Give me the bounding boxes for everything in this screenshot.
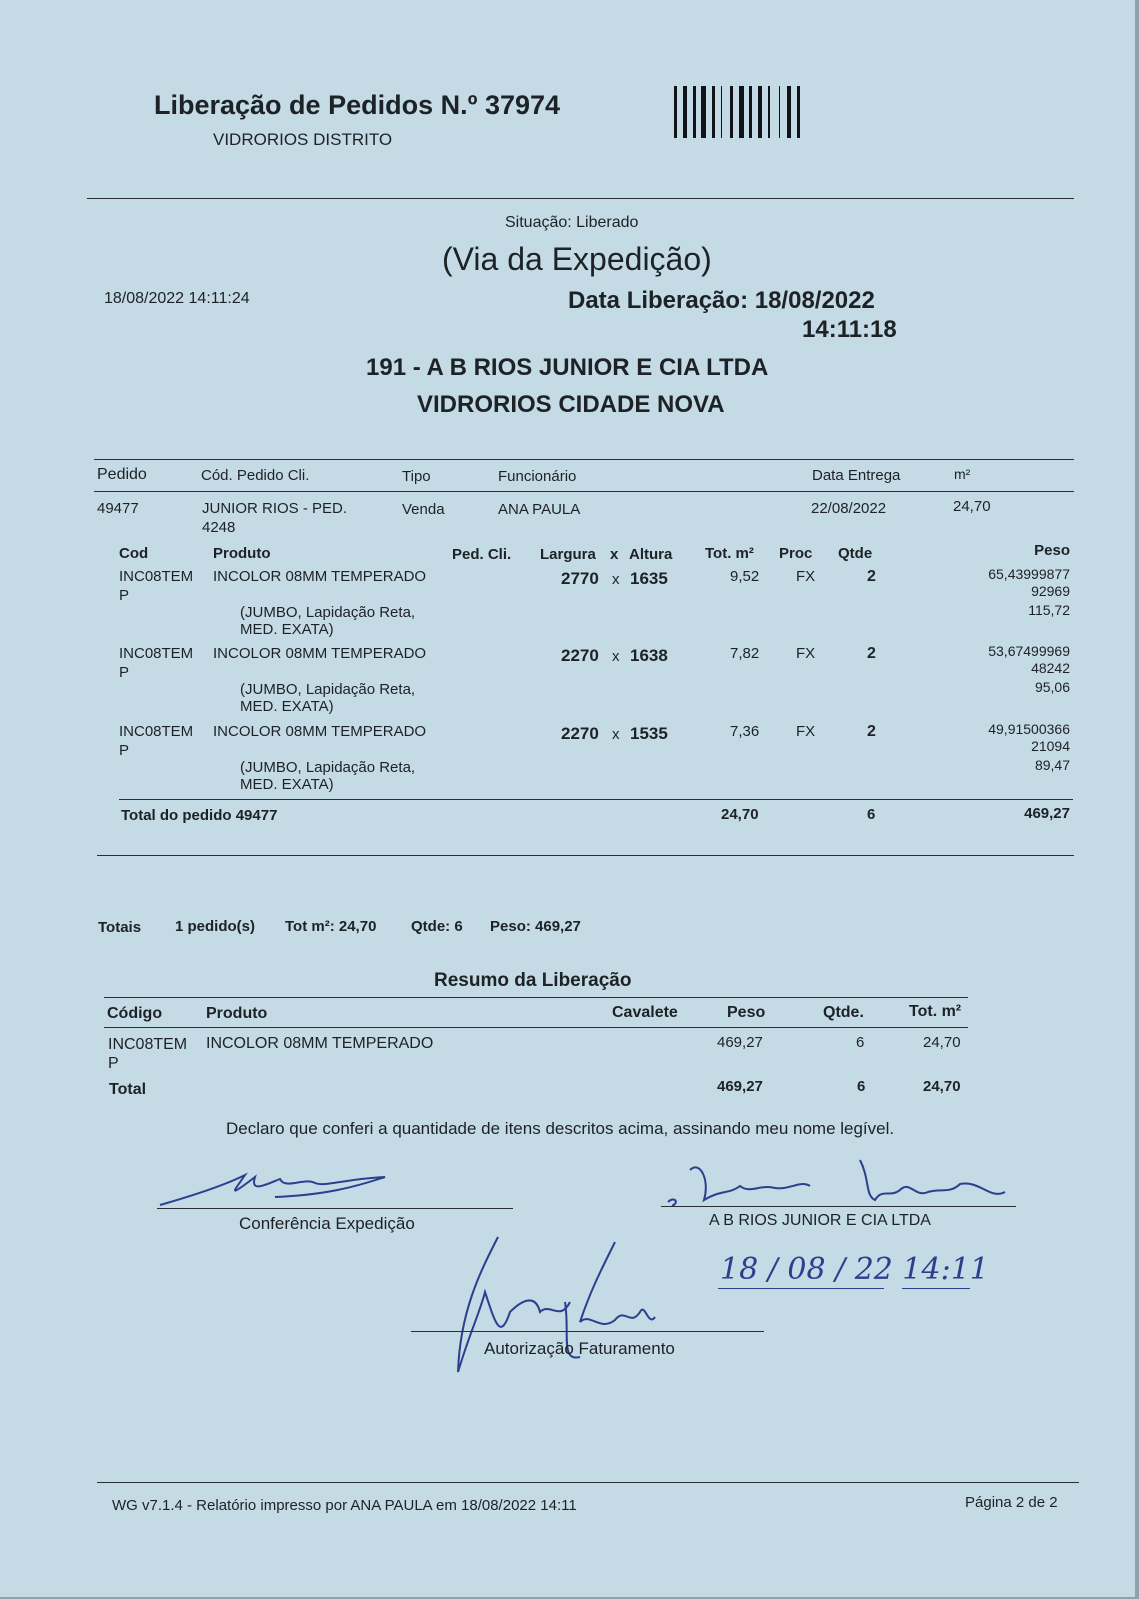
- item-altura: 1638: [630, 646, 668, 665]
- signature-autorizacao-icon: [440, 1232, 680, 1382]
- footer-line: [97, 1482, 1079, 1483]
- order-data-entrega: 22/08/2022: [811, 500, 887, 517]
- summary-total-qtde: 6: [857, 1078, 866, 1095]
- item-largura: 2770: [561, 569, 599, 588]
- company-name: VIDRORIOS DISTRITO: [213, 130, 393, 149]
- item-proc: FX: [796, 645, 816, 662]
- item-peso-1: 49,91500366: [988, 721, 1070, 737]
- order-funcionario: ANA PAULA: [498, 501, 581, 518]
- item-desc-1: (JUMBO, Lapidação Reta,: [240, 759, 416, 776]
- header-ped-cli: Ped. Cli.: [452, 546, 512, 563]
- item-tot-m2: 9,52: [730, 568, 760, 585]
- item-largura: 2270: [561, 646, 599, 665]
- header-x: x: [610, 546, 619, 563]
- autorizacao-label: Autorização Faturamento: [484, 1339, 675, 1358]
- item-qtde: 2: [867, 645, 876, 662]
- item-cod-1: INC08TEM: [119, 723, 194, 740]
- order-pedido: 49477: [97, 500, 139, 517]
- totals-peso: Peso: 469,27: [490, 918, 581, 935]
- header-produto: Produto: [213, 545, 271, 562]
- document-title: Liberação de Pedidos N.º 37974: [154, 90, 561, 120]
- items-end-line: [97, 855, 1074, 856]
- header-pedido: Pedido: [97, 466, 147, 483]
- summary-codigo-2: P: [108, 1055, 119, 1072]
- item-desc-1: (JUMBO, Lapidação Reta,: [240, 604, 416, 621]
- totals-m2: Tot m²: 24,70: [285, 918, 377, 935]
- summary-title: Resumo da Liberação: [434, 970, 632, 991]
- item-peso-1: 65,43999877: [988, 566, 1070, 582]
- header-m2: m²: [954, 466, 971, 482]
- item-proc: FX: [796, 723, 816, 740]
- cliente-handwritten-date: 18 / 08 / 22 14:11: [720, 1252, 989, 1287]
- header-funcionario: Funcionário: [498, 468, 577, 485]
- summary-header-produto: Produto: [206, 1005, 268, 1022]
- totals-pedidos: 1 pedido(s): [175, 918, 256, 935]
- item-tot-m2: 7,36: [730, 723, 760, 740]
- total-pedido-m2: 24,70: [721, 806, 759, 823]
- header-tot-m2: Tot. m²: [705, 545, 754, 562]
- item-tot-m2: 7,82: [730, 645, 760, 662]
- header-data-entrega: Data Entrega: [812, 467, 901, 484]
- header-cod-cli: Cód. Pedido Cli.: [201, 467, 310, 484]
- summary-total-peso: 469,27: [717, 1078, 763, 1095]
- header-divider: [87, 198, 1074, 199]
- items-total-line: [119, 799, 1073, 800]
- total-pedido-label: Total do pedido 49477: [121, 807, 278, 824]
- item-x: x: [612, 648, 620, 665]
- cliente-line: [661, 1206, 1016, 1207]
- release-time: 14:11:18: [802, 316, 897, 343]
- item-desc-2: MED. EXATA): [240, 698, 334, 715]
- header-largura: Largura: [540, 546, 596, 563]
- summary-header-line: [104, 1027, 968, 1028]
- table-top-line: [94, 459, 1074, 460]
- order-m2: 24,70: [953, 498, 991, 515]
- item-desc-2: MED. EXATA): [240, 621, 334, 638]
- header-qtde: Qtde: [838, 545, 873, 562]
- item-peso-3: 95,06: [1034, 679, 1070, 695]
- header-altura: Altura: [629, 546, 673, 563]
- barcode-icon: [672, 86, 848, 140]
- total-pedido-qtde: 6: [867, 806, 876, 823]
- item-cod-2: P: [119, 587, 130, 604]
- item-peso-1: 53,67499969: [988, 643, 1070, 659]
- total-pedido-peso: 469,27: [1024, 805, 1070, 822]
- item-peso-2: 48242: [1031, 660, 1070, 676]
- footer-left: WG v7.1.4 - Relatório impresso por ANA PAULA em 18/08/2022 14:11: [112, 1497, 577, 1514]
- item-peso-2: 21094: [1031, 738, 1070, 754]
- item-desc-2: MED. EXATA): [240, 776, 334, 793]
- item-desc-1: (JUMBO, Lapidação Reta,: [240, 681, 416, 698]
- summary-total-tot-m2: 24,70: [923, 1078, 961, 1095]
- item-peso-3: 89,47: [1034, 757, 1070, 773]
- item-qtde: 2: [867, 723, 876, 740]
- conferencia-label: Conferência Expedição: [239, 1214, 415, 1233]
- cliente-label: A B RIOS JUNIOR E CIA LTDA: [709, 1212, 931, 1229]
- via-label: (Via da Expedição): [442, 241, 712, 277]
- item-qtde: 2: [867, 568, 876, 585]
- header-proc: Proc: [779, 545, 813, 562]
- item-x: x: [612, 726, 620, 743]
- item-cod-1: INC08TEM: [119, 645, 194, 662]
- item-altura: 1635: [630, 569, 668, 588]
- order-cod-cli-1: JUNIOR RIOS - PED.: [202, 500, 348, 517]
- totals-qtde: Qtde: 6: [411, 918, 463, 935]
- item-produto: INCOLOR 08MM TEMPERADO: [213, 645, 427, 662]
- autorizacao-line: [411, 1331, 764, 1332]
- totals-label: Totais: [98, 919, 142, 936]
- item-largura: 2270: [561, 724, 599, 743]
- signature-cliente-icon: [660, 1150, 1030, 1210]
- release-date: Data Liberação: 18/08/2022: [568, 287, 875, 314]
- header-tipo: Tipo: [402, 468, 431, 485]
- item-cod-2: P: [119, 742, 130, 759]
- summary-qtde: 6: [856, 1034, 865, 1051]
- summary-codigo-1: INC08TEM: [108, 1036, 188, 1053]
- conferencia-line: [157, 1208, 513, 1209]
- situation-label: Situação: Liberado: [505, 214, 639, 231]
- table-header-line: [94, 491, 1074, 492]
- header-peso: Peso: [1034, 542, 1070, 559]
- order-tipo: Venda: [402, 501, 445, 518]
- order-cod-cli-2: 4248: [202, 519, 236, 536]
- summary-total-label: Total: [109, 1081, 147, 1098]
- summary-header-codigo: Código: [107, 1005, 163, 1022]
- item-proc: FX: [796, 568, 816, 585]
- header-cod: Cod: [119, 545, 149, 562]
- item-cod-2: P: [119, 664, 130, 681]
- print-datetime: 18/08/2022 14:11:24: [104, 290, 250, 307]
- summary-header-tot-m2: Tot. m²: [909, 1003, 962, 1020]
- time-underline: [902, 1288, 970, 1289]
- date-underline: [718, 1288, 884, 1289]
- client-name: 191 - A B RIOS JUNIOR E CIA LTDA: [366, 354, 769, 381]
- item-produto: INCOLOR 08MM TEMPERADO: [213, 568, 427, 585]
- summary-header-cavalete: Cavalete: [612, 1004, 678, 1021]
- summary-produto: INCOLOR 08MM TEMPERADO: [206, 1035, 434, 1052]
- summary-top-line: [104, 997, 968, 998]
- summary-header-qtde: Qtde.: [823, 1004, 864, 1021]
- item-x: x: [612, 571, 620, 588]
- item-altura: 1535: [630, 724, 668, 743]
- client-store: VIDRORIOS CIDADE NOVA: [417, 391, 725, 418]
- item-produto: INCOLOR 08MM TEMPERADO: [213, 723, 427, 740]
- item-peso-3: 115,72: [1028, 602, 1070, 618]
- footer-page: Página 2 de 2: [965, 1494, 1058, 1511]
- summary-peso: 469,27: [717, 1034, 763, 1051]
- declaration-text: Declaro que conferi a quantidade de itens descritos acima, assinando meu nome legível.: [226, 1119, 895, 1138]
- summary-header-peso: Peso: [727, 1004, 766, 1021]
- item-cod-1: INC08TEM: [119, 568, 194, 585]
- item-peso-2: 92969: [1031, 583, 1070, 599]
- summary-tot-m2: 24,70: [923, 1034, 961, 1051]
